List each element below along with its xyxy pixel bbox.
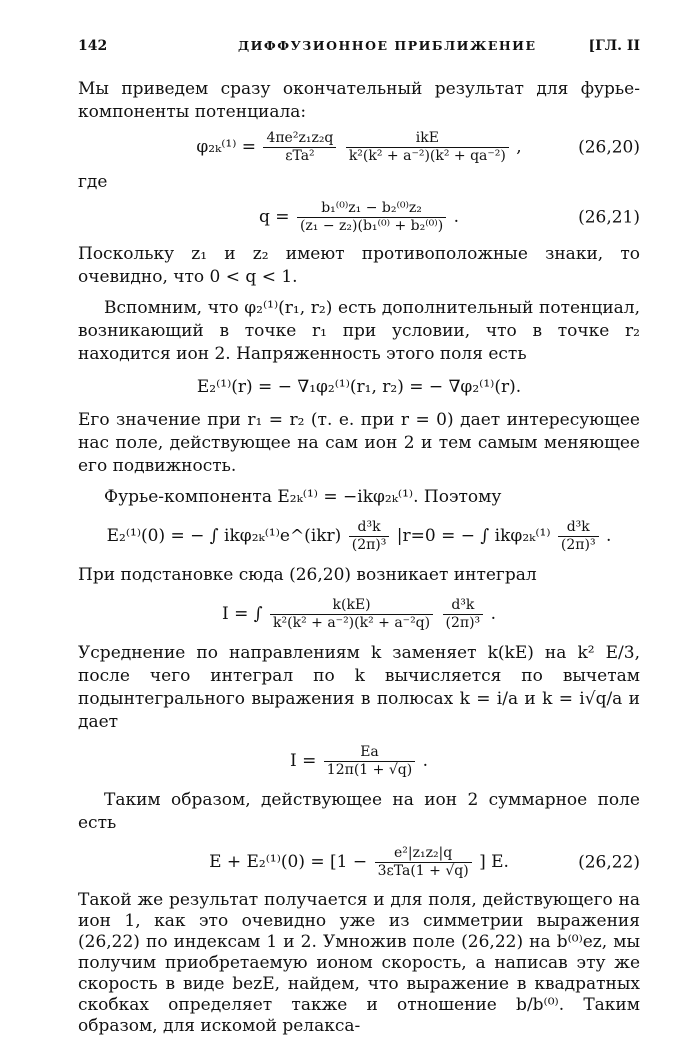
equation-26-21: [78, 200, 640, 235]
paragraph: Усреднение по направлениям k заменяет k(kE) на k² E/3, после чего интеграл по k вычисляется по вычетам подынтегрального выражения в полюсах k = i/a и k = i√q/a и дает: [78, 643, 640, 732]
frac-den: k²(k² + a⁻²)(k² + qa⁻²): [348, 148, 506, 164]
eq-lhs: E₂⁽¹⁾(0) = − ∫ ikφ₂ₖ⁽¹⁾e^(ikr): [106, 526, 342, 546]
equation-integral-result: [78, 744, 640, 779]
paragraph: Его значение при r₁ = r₂ (т. е. при r = 0) дает интересующее нас поле, действующее на сам ион 2 и тем самым меняющее его подвижность.: [78, 410, 640, 476]
fraction: [443, 597, 484, 632]
eq-mid: |r=0 = − ∫ ikφ₂ₖ⁽¹⁾: [396, 526, 551, 546]
eq-tail: ] E.: [479, 852, 509, 872]
eq-lhs: φ₂ₖ⁽¹⁾ =: [196, 137, 257, 157]
eq-text: E₂⁽¹⁾(r) = − ∇₁φ₂⁽¹⁾(r₁, r₂) = − ∇φ₂⁽¹⁾(r).: [196, 377, 522, 397]
frac-den: (2π)³: [445, 615, 481, 631]
eq-lhs: I =: [290, 751, 317, 771]
equation-integral: [78, 597, 640, 632]
fraction: [558, 519, 599, 554]
frac-den: εTa²: [285, 148, 315, 164]
fraction: [346, 130, 509, 165]
paragraph: Фурье-компонента E₂ₖ⁽¹⁾ = −ikφ₂ₖ⁽¹⁾. Поэтому: [104, 487, 502, 507]
eq-lhs: E + E₂⁽¹⁾(0) = [1 −: [209, 852, 368, 872]
page-number: 142: [78, 38, 108, 54]
page-body: [78, 78, 640, 1037]
frac-den: (z₁ − z₂)(b₁⁽⁰⁾ + b₂⁽⁰⁾): [299, 218, 444, 234]
eq-tail: .: [490, 604, 496, 624]
frac-num: e²|z₁z₂|q: [375, 845, 472, 863]
fraction: [263, 130, 336, 165]
frac-den: k²(k² + a⁻²)(k² + a⁻²q): [273, 615, 431, 631]
paragraph: Поскольку z₁ и z₂ имеют противоположные знаки, то очевидно, что 0 < q < 1.: [78, 244, 640, 287]
frac-num: d³k: [558, 519, 599, 537]
frac-num: ikE: [346, 130, 509, 148]
fraction: [297, 200, 446, 235]
running-title: ДИФФУЗИОННОЕ ПРИБЛИЖЕНИЕ: [238, 38, 537, 53]
frac-num: d³k: [349, 519, 390, 537]
fraction: [324, 744, 415, 779]
chapter-label: [ГЛ. II: [588, 38, 640, 54]
fraction: [375, 845, 472, 880]
eq-lhs: I = ∫: [222, 604, 263, 624]
frac-num: 4πe²z₁z₂q: [263, 130, 336, 148]
frac-den: 3εTa(1 + √q): [377, 863, 469, 879]
paragraph: Вспомним, что φ₂⁽¹⁾(r₁, r₂) есть дополнительный потенциал, возникающий в точке r₁ при условии, что в точке r₂ находится ион 2. Напряженность этого поля есть: [78, 298, 640, 364]
frac-num: k(kE): [270, 597, 433, 615]
frac-den: (2π)³: [560, 537, 596, 553]
frac-den: 12π(1 + √q): [326, 762, 413, 778]
frac-num: Ea: [324, 744, 415, 762]
equation-field: [78, 376, 640, 399]
paragraph: При подстановке сюда (26,20) возникает интеграл: [78, 565, 537, 585]
equation-number: (26,21): [578, 207, 640, 227]
fraction: [270, 597, 433, 632]
page-header: [78, 38, 640, 60]
paragraph: где: [78, 172, 108, 192]
equation-number: (26,22): [578, 852, 640, 872]
fraction: [349, 519, 390, 554]
frac-num: b₁⁽⁰⁾z₁ − b₂⁽⁰⁾z₂: [297, 200, 446, 218]
eq-tail: .: [453, 207, 459, 227]
eq-tail: .: [422, 751, 428, 771]
equation-field-zero: [78, 519, 640, 554]
equation-number: (26,20): [578, 137, 640, 157]
equation-26-20: [78, 130, 640, 165]
eq-tail: .: [605, 526, 612, 546]
equation-26-22: [78, 845, 640, 880]
eq-tail: ,: [516, 137, 522, 157]
paragraph: Мы приведем сразу окончательный результат для фурье-компоненты потенциала:: [78, 79, 640, 122]
paragraph: Такой же результат получается и для поля, действующего на ион 1, как это очевидно уже из симметрии выражения (26,22) по индексам 1 и 2. Умножив поле (26,22) на b⁽⁰⁾ez, мы получим приобретаемую ионом скорость, а написав эту же скорость в виде bezE, найдем, что выражение в квадратных скобках определяет также и отношение b/b⁽⁰⁾. Таким образом, для искомой релакса-: [78, 890, 640, 1036]
frac-den: (2π)³: [351, 537, 387, 553]
eq-lhs: q =: [259, 207, 290, 227]
paragraph: Таким образом, действующее на ион 2 суммарное поле есть: [78, 790, 640, 833]
frac-num: d³k: [443, 597, 484, 615]
